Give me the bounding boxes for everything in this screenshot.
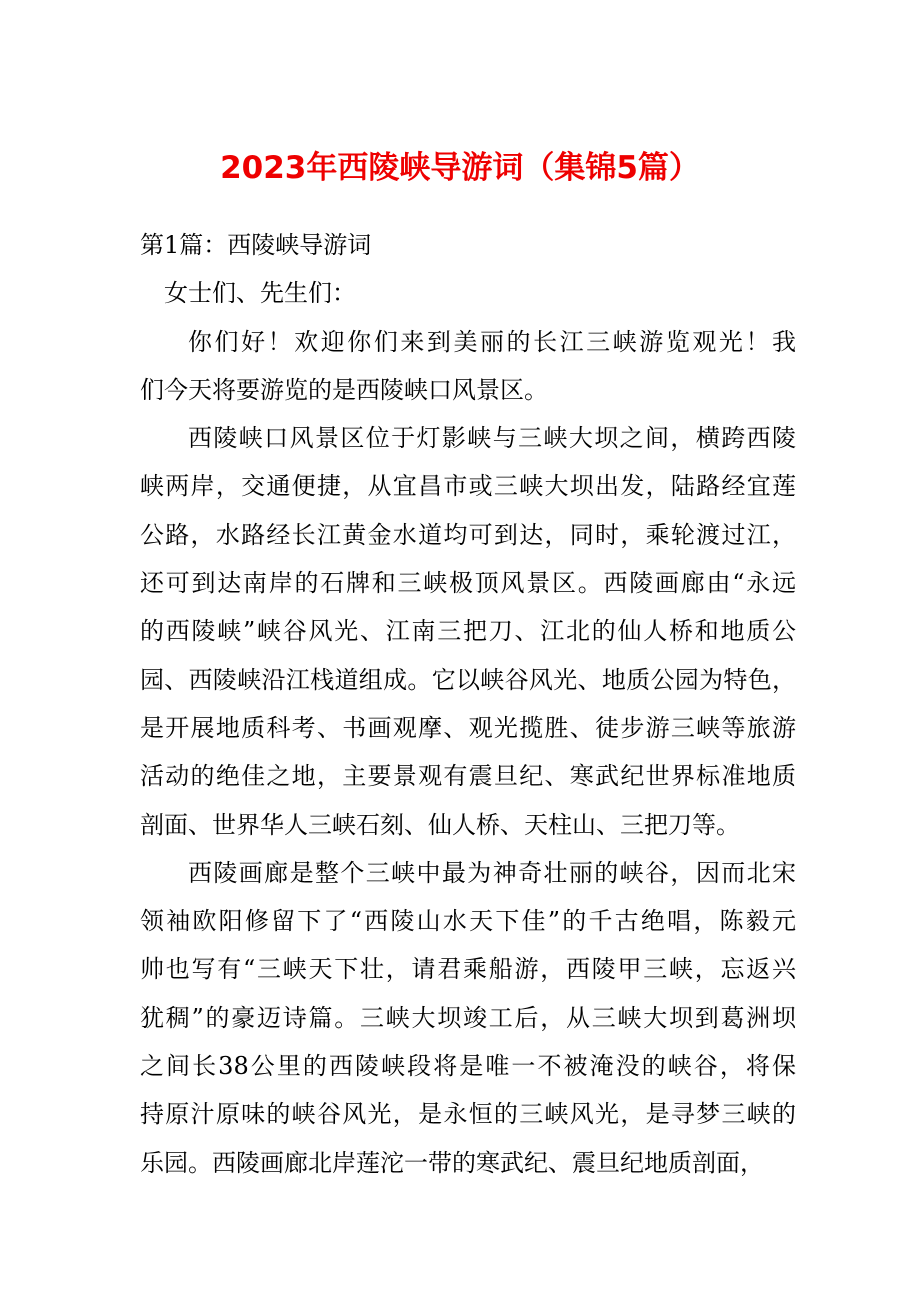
paragraph-line: 帅也写有“三峡天下壮，请君乘船游，西陵甲三峡，忘返兴 [140, 955, 796, 984]
paragraph-line: 公路，水路经长江黄金水道均可到达，同时，乘轮渡过江， [140, 520, 796, 549]
paragraph-line: 的西陵峡”峡谷风光、江南三把刀、江北的仙人桥和地质公 [140, 617, 796, 646]
paragraph-line: 是开展地质科考、书画观摩、观光揽胜、徒步游三峡等旅游 [140, 713, 796, 742]
paragraph-line: 你们好！欢迎你们来到美丽的长江三峡游览观光！我 [188, 327, 796, 356]
paragraph-line: 之间长38公里的西陵峡段将是唯一不被淹没的峡谷，将保 [140, 1052, 796, 1081]
document-body [140, 221, 796, 1187]
paragraph-line: 西陵峡口风景区位于灯影峡与三峡大坝之间，横跨西陵 [188, 424, 796, 453]
paragraph-line: 活动的绝佳之地，主要景观有震旦纪、寒武纪世界标准地质 [140, 762, 796, 791]
paragraph-line: 持原汁原味的峡谷风光，是永恒的三峡风光，是寻梦三峡的 [140, 1100, 796, 1129]
paragraph-line: 峡两岸，交通便捷，从宜昌市或三峡大坝出发，陆路经宜莲 [140, 472, 796, 501]
greeting: 女士们、先生们： [164, 279, 356, 308]
paragraph-line: 还可到达南岸的石牌和三峡极顶风景区。西陵画廊由“永远 [140, 569, 796, 598]
paragraph-line: 领袖欧阳修留下了“西陵山水天下佳”的千古绝唱，陈毅元 [140, 907, 796, 936]
paragraph [140, 414, 796, 849]
paragraph [140, 849, 796, 1187]
paragraph-line: 剖面、世界华人三峡石刻、仙人桥、天柱山、三把刀等。 [140, 810, 740, 839]
paragraphs [140, 318, 796, 1187]
paragraph-line: 们今天将要游览的是西陵峡口风景区。 [140, 375, 548, 404]
paragraph-line: 乐园。西陵画廊北岸莲沱一带的寒武纪、震旦纪地质剖面， [140, 1148, 764, 1177]
document-title: 2023年西陵峡导游词（集锦5篇） [220, 150, 700, 186]
paragraph-line: 犹稠”的豪迈诗篇。三峡大坝竣工后，从三峡大坝到葛洲坝 [140, 1003, 796, 1032]
paragraph [140, 318, 796, 415]
section-heading: 第1篇：西陵峡导游词 [140, 231, 372, 259]
paragraph-line: 园、西陵峡沿江栈道组成。它以峡谷风光、地质公园为特色， [140, 665, 796, 694]
paragraph-line: 西陵画廊是整个三峡中最为神奇壮丽的峡谷，因而北宋 [188, 858, 796, 887]
